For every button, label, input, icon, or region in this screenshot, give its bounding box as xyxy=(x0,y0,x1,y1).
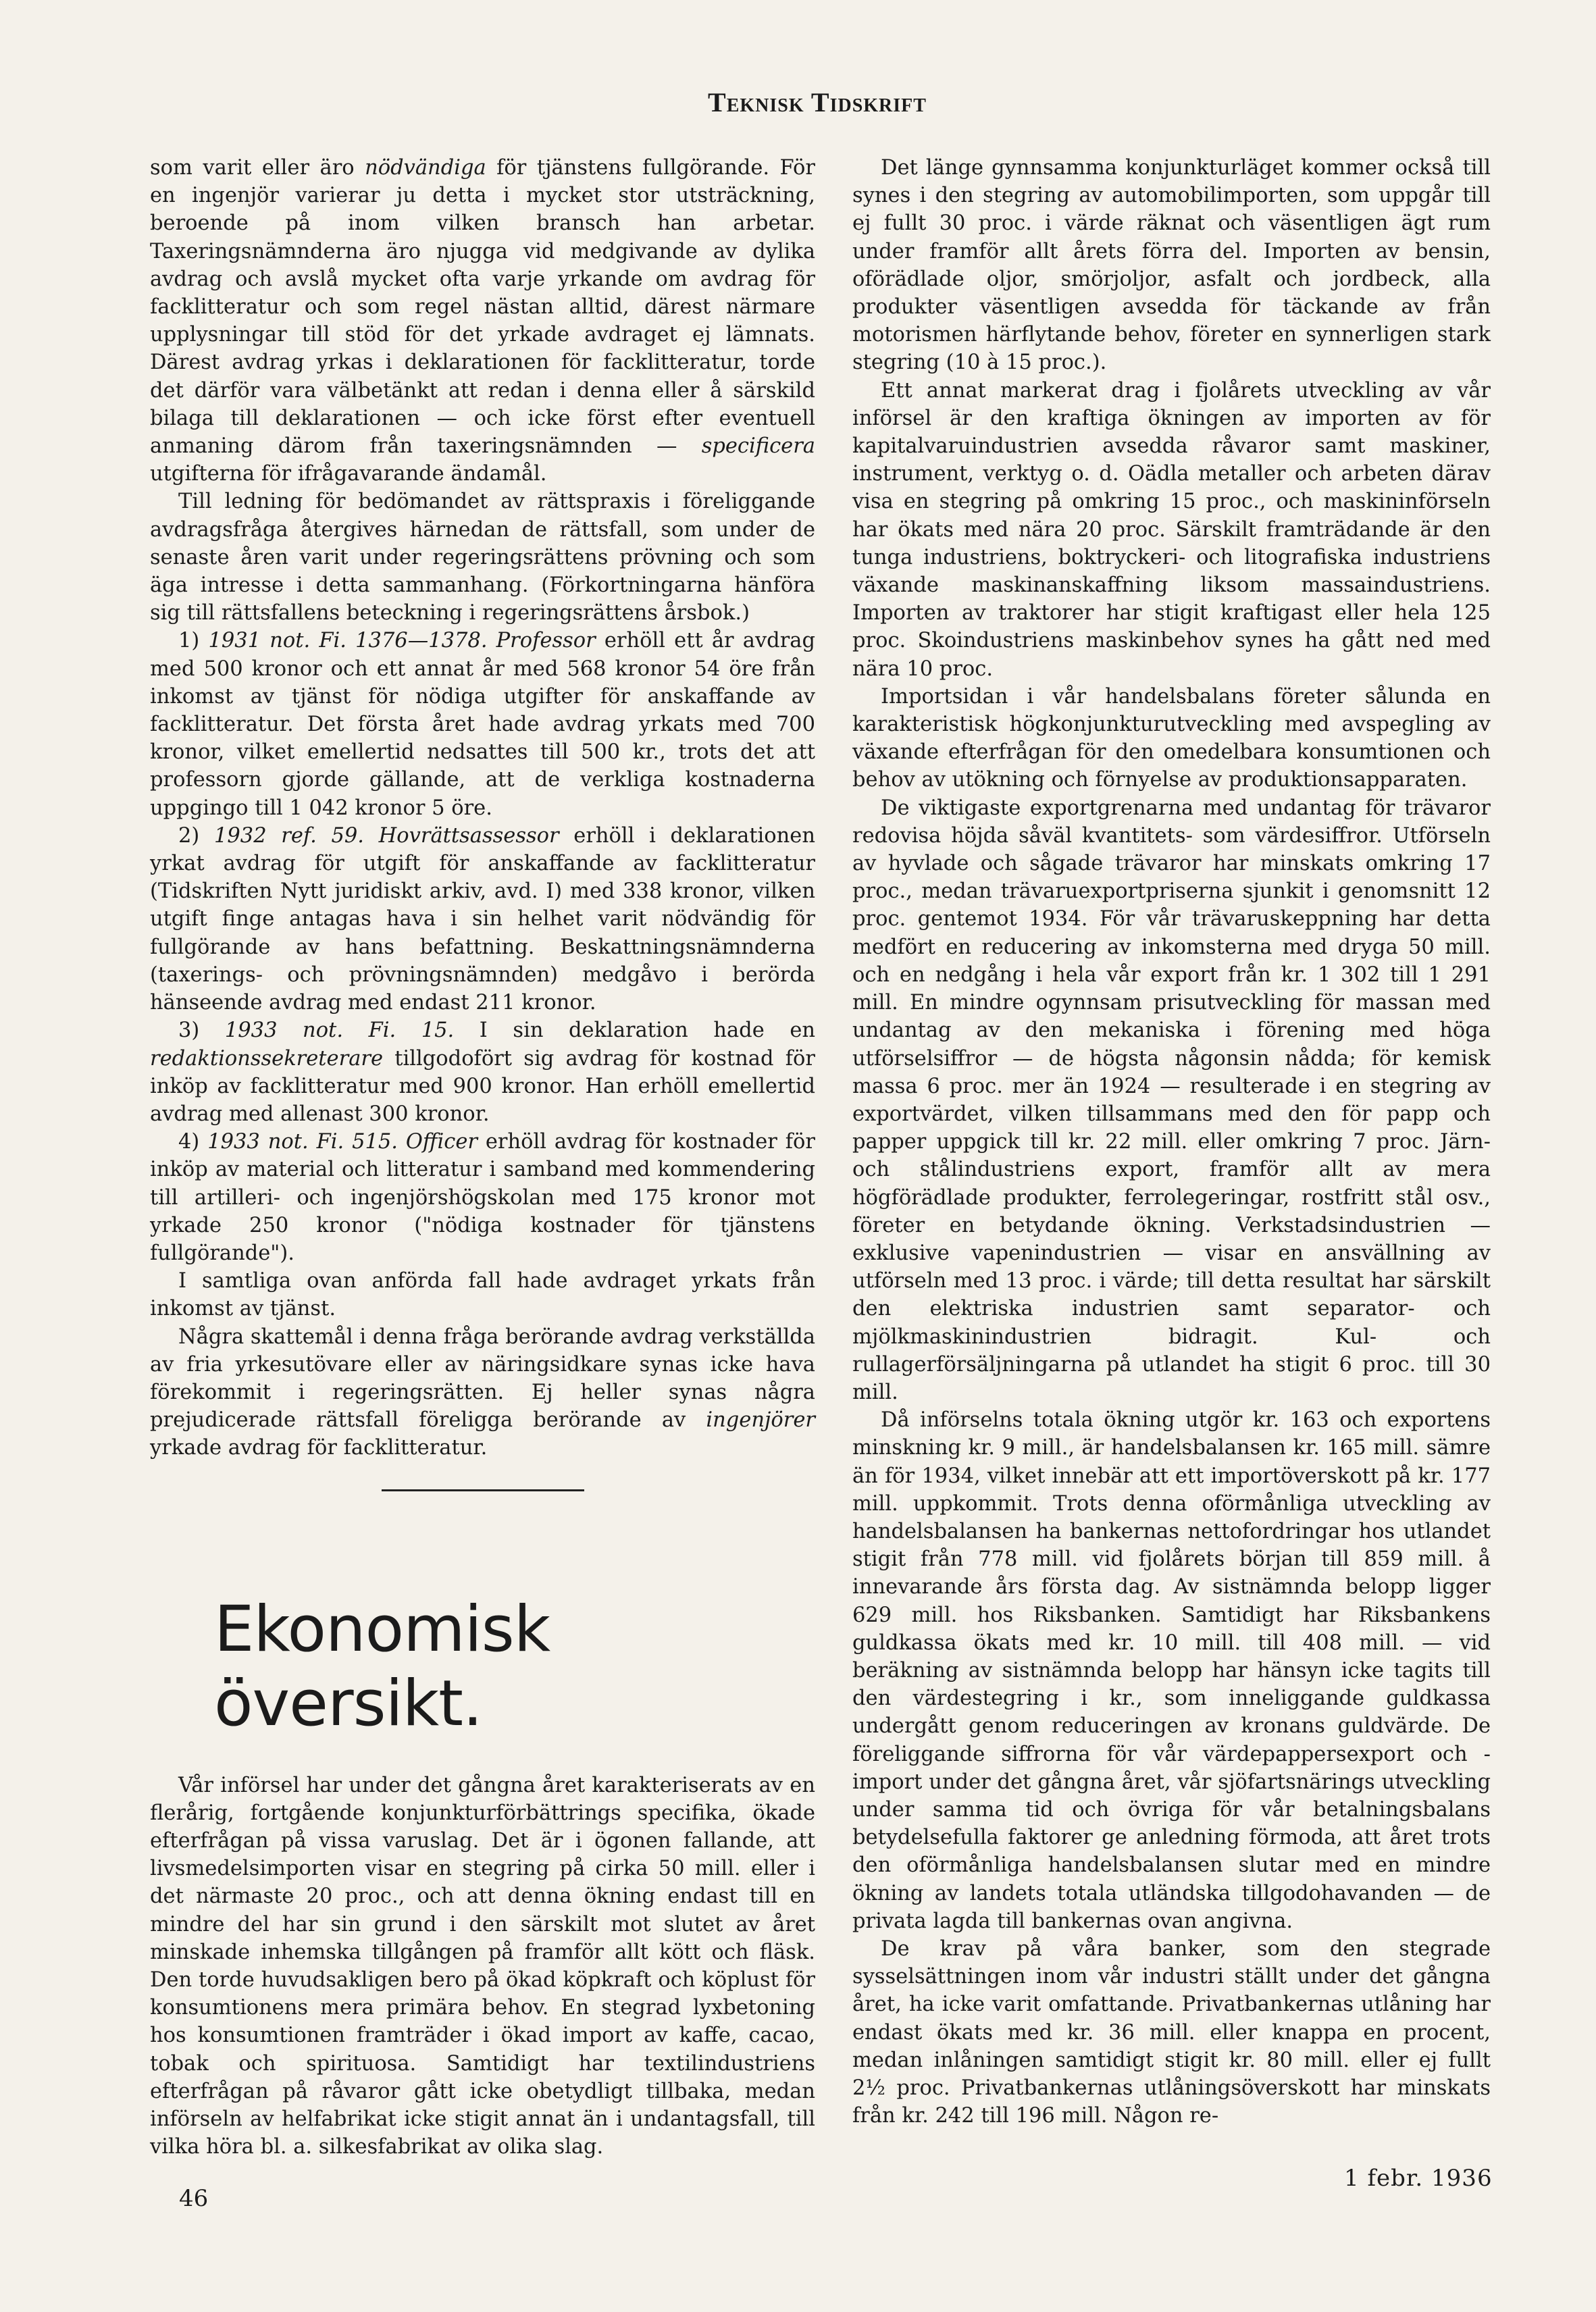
paragraph: som varit eller äro nödvändiga för tjänstens fullgörande. För en ingenjör varierar ju detta i mycket stor utsträckning, beroende på inom vilken bransch han arbetar. Taxeringsnämnderna äro njugga vid medgivande av dylika avdrag och avslå mycket ofta varje yrkande om avdrag för facklitteratur och som regel nästan alltid, därest närmare upplysningar till stöd för det yrkade avdraget ej lämnats. Därest avdrag yrkas i deklarationen för facklitteratur, torde det därför vara välbetänkt att redan i denna eller å särskild bilaga till deklarationen — och icke först efter eventuell anmaning därom från taxeringsnämnden — specificera utgifterna för ifrågavarande ändamål. xyxy=(150,156,815,486)
section-heading: Ekonomisk översikt. xyxy=(214,1592,550,1741)
paragraph: I samtliga ovan anförda fall hade avdraget yrkats från inkomst av tjänst. xyxy=(150,1269,815,1321)
case-3: 3) 1933 not. Fi. 15. I sin deklaration hade en redaktionssekreterare tillgodofört sig avdrag för kostnad för inköp av facklitteratur med 900 kronor. Han erhöll emellertid avdrag med allenast 300 kronor. xyxy=(150,1019,816,1126)
paragraph: Till ledning för bedömandet av rättspraxis i föreliggande avdragsfråga återgives härnedan de rättsfall, som under de senaste åren varit under regeringsrättens prövning och som äga intresse i detta sammanhang. (Förkortningarna hänföra sig till rättsfallens beteckning i regeringsrättens årsbok.) xyxy=(150,490,815,625)
section-divider xyxy=(382,1489,584,1491)
right-column xyxy=(852,154,1491,2130)
issue-date: 1 febr. 1936 xyxy=(1344,2165,1493,2192)
paragraph: Vår införsel har under det gångna året karakteriserats av en flerårig, fortgående konjunkturförbättrings specifika, ökade efterfrågan på vissa varuslag. Det är i ögonen fallande, att livsmedelsimporten visar en stegring på cirka 50 mill. eller i det närmaste 20 proc., och att denna ökning endast till en mindre del har sin grund i den särskilt mot slutet av året minskade inhemska tillgången på framför allt kött och fläsk. Den torde huvudsakligen bero på ökad köpkraft och köplust för konsumtionens mera primära behov. En stegrad lyxbetoning hos konsumtionen framträder i ökad import av kaffe, cacao, tobak och spirituosa. Samtidigt har textilindustriens efterfrågan på råvaror gått icke obetydligt tillbaka, medan införseln av helfabrikat icke stigit annat än i undantagsfall, till vilka höra bl. a. silkesfabrikat av olika slag. xyxy=(150,1773,815,2159)
paragraph: Då införselns totala ökning utgör kr. 163 och exportens minskning kr. 9 mill., är handelsbalansen kr. 165 mill. sämre än för 1934, vilket innebär att ett importöverskott på kr. 177 mill. uppkommit. Trots denna oförmånliga utveckling av handelsbalansen ha bankernas nettofordringar hos utlandet stigit från 778 mill. vid fjolårets början till 859 mill. å innevarande års första dag. Av sistnämnda belopp ligger 629 mill. hos Riksbanken. Samtidigt har Riksbankens guldkassa ökats med kr. 10 mill. till 408 mill. — vid beräkning av sistnämnda belopp har hänsyn icke tagits till den värdestegring i kr., som inneliggande guldkassa undergått genom reduceringen av kronans guldvärde. De föreliggande siffrorna för vår värdepappersexport och -import under det gångna året, vår sjöfartsnärings utveckling under samma tid och övriga för vår betalningsbalans betydelsefulla faktorer ge anledning förmoda, att året trots den oförmånliga handelsbalansen slutar med en mindre ökning av landets totala utländska tillgodohavanden — de privata lagda till bankernas ovan angivna. xyxy=(852,1408,1491,1933)
paragraph: Ett annat markerat drag i fjolårets utveckling av vår införsel är den kraftiga ökningen av importen av för kapitalvaruindustrien avsedda råvaror samt maskiner, instrument, verktyg o. d. Oädla metaller och arbeten därav visa en stegring på omkring 15 proc., och maskininförseln har ökats med nära 20 proc. Särskilt framträdande är den tunga industriens, boktryckeri- och litografiska industriens växande maskinanskaffning liksom massaindustriens. Importen av traktorer har stigit kraftigast eller hela 125 proc. Skoindustriens maskinbehov synes ha gått ned med nära 10 proc. xyxy=(852,378,1491,681)
paragraph: Importsidan i vår handelsbalans företer sålunda en karakteristisk högkonjunkturutveckling med avspegling av växande efterfrågan för den omedelbara konsumtionen och behov av utökning och förnyelse av produktionsapparaten. xyxy=(852,684,1491,792)
case-1: 1) 1931 not. Fi. 1376—1378. Professor erhöll ett år avdrag med 500 kronor och ett annat år med 568 kronor 54 öre från inkomst av tjänst för nödiga utgifter för anskaffande av facklitteratur. Det första året hade avdrag yrkats med 700 kronor, vilket emellertid nedsattes till 500 kr., trots det att professorn gjorde gällande, att de verkliga kostnaderna uppgingo till 1 042 kronor 5 öre. xyxy=(150,629,815,820)
paragraph: Några skattemål i denna fråga berörande avdrag verkställda av fria yrkesutövare eller av näringsidkare synas icke hava förekommit i regeringsrätten. Ej heller synas några prejudicerade rättsfall föreligga berörande av ingenjörer yrkade avdrag för facklitteratur. xyxy=(150,1325,815,1460)
case-2: 2) 1932 ref. 59. Hovrättsassessor erhöll i deklarationen yrkat avdrag för utgift för anskaffande av facklitteratur (Tidskriften Nytt juridiskt arkiv, avd. I) med 338 kronor, vilken utgift finge antagas hava i sin helhet varit nödvändig för fullgörande av hans befattning. Beskattningsnämnderna (taxerings- och prövningsnämnden) medgåvo i berörda hänseende avdrag med endast 211 kronor. xyxy=(150,823,815,1015)
case-4: 4) 1933 not. Fi. 515. Officer erhöll avdrag för kostnader för inköp av material och litteratur i samband med kommendering till artilleri- och ingenjörshögskolan med 175 kronor mot yrkade 250 kronor ("nödiga kostnader för tjänstens fullgörande"). xyxy=(150,1130,816,1265)
paragraph: De viktigaste exportgrenarna med undantag för trävaror redovisa höjda såväl kvantitets- som värdesiffror. Utförseln av hyvlade och sågade trävaror har minskats omkring 17 proc., medan trävaruexportpriserna sjunkit i genomsnitt 12 proc. gentemot 1934. För vår trävaruskeppning har detta medfört en reducering av inkomsterna med dryga 50 mill. och en nedgång i hela vår export från kr. 1 302 till 1 291 mill. En mindre ogynnsam prisutveckling för massan med undantag av den mekaniska i förening med höga utförselsiffror — de högsta någonsin nådda; för kemisk massa 6 proc. mer än 1924 — resulterade i en stegring av exportvärdet, vilken tillsammans med den för papp och papper uppgick till kr. 22 mill. eller omkring 7 proc. Järn- och stålindustriens export, framför allt av mera högförädlade produkter, ferrolegeringar, rostfritt stål osv., företer en betydande ökning. Verkstadsindustrien — exklusive vapenindustrien — visar en ansvällning av utförseln med 13 proc. i värde; till detta resultat har särskilt den elektriska industrien samt separator- och mjölkmaskinindustrien bidragit. Kul- och rullagerförsäljningarna på utlandet ha stigit 6 proc. till 30 mill. xyxy=(852,796,1491,1404)
left-column xyxy=(150,154,815,2161)
paragraph: Det länge gynnsamma konjunkturläget kommer också till synes i den stegring av automobilimporten, som uppgår till ej fullt 30 proc. i värde räknat och väsentligen ägt rum under framför allt årets förra del. Importen av bensin, oförädlade oljor, smörjoljor, asfalt och jordbeck, alla produkter väsentligen avsedda för täckande av från motorismen härflytande behov, företer en synnerligen stark stegring (10 à 15 proc.). xyxy=(852,156,1491,375)
paragraph: De krav på våra banker, som den stegrade sysselsättningen inom vår industri ställt under det gångna året, ha icke varit omfattande. Privatbankernas utlåning har endast ökats med kr. 36 mill. eller knappa en procent, medan inlåningen samtidigt stigit kr. 80 mill. eller ej fullt 2½ proc. Privatbankernas utlåningsöverskott har minskats från kr. 242 till 196 mill. Någon re- xyxy=(852,1937,1491,2128)
journal-title: Teknisk Tidskrift xyxy=(708,87,927,118)
page-number: 46 xyxy=(179,2185,209,2212)
